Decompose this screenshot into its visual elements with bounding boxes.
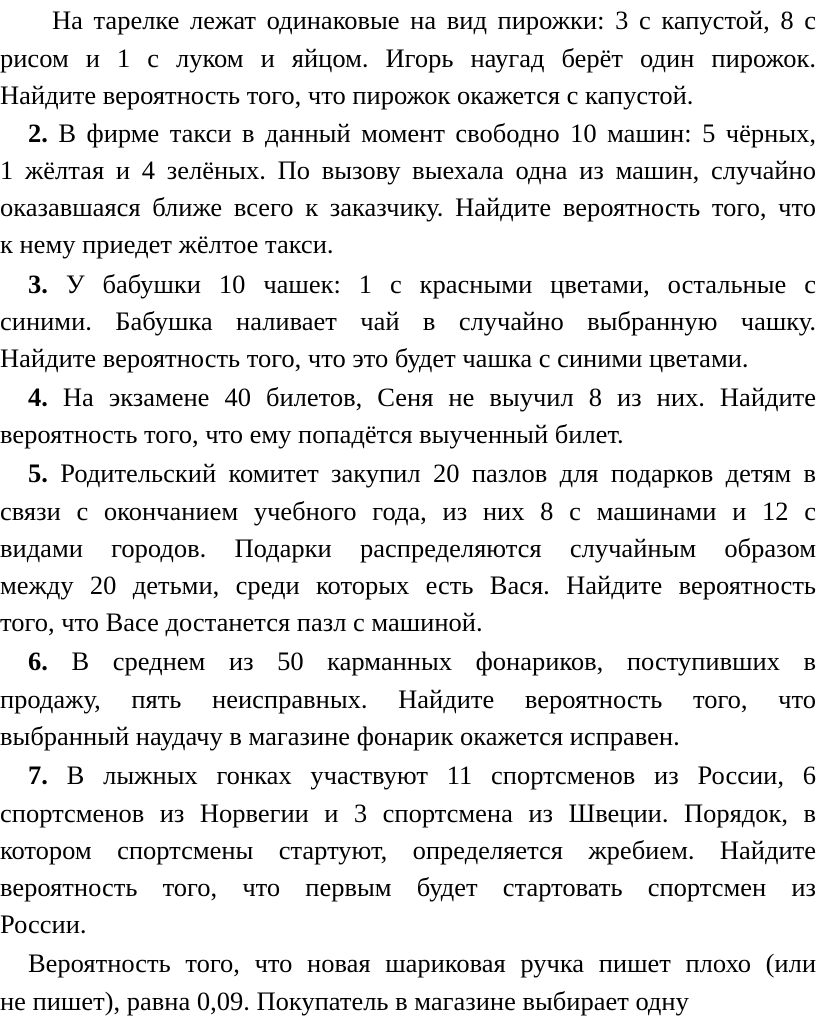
problem-7-line-2-text: спортсменов из Норвегии и 3 спортсмена из Швеции. Порядок, в	[0, 798, 816, 828]
problem-1-line-1	[0, 2, 816, 38]
problem-6-line-2	[0, 681, 816, 717]
problem-4-line-1	[0, 379, 816, 415]
problem-5-line-1-text: Родительский комитет закупил 20 пазлов для подарков детям в	[60, 458, 816, 488]
problem-7-number: 7.	[28, 760, 48, 790]
problem-3-line-1-text: У бабушки 10 чашек: 1 с красными цветами, остальные с	[65, 269, 816, 299]
problem-7-line-1-text: В лыжных гонках участвуют 11 спортсменов из России, 6	[66, 760, 816, 790]
problem-7-line-3-text: котором спортсмены стартуют, определяется жребием. Найдите	[0, 835, 816, 865]
problem-2-line-4	[0, 226, 816, 262]
problem-5-line-5-text: того, что Васе достанется пазл с машиной.	[0, 607, 483, 637]
problem-2-line-1-text: В фирме такси в данный момент свободно 10 машин: 5 чёрных,	[58, 118, 816, 148]
problem-5-line-4-text: между 20 детьми, среди которых есть Вася. Найдите вероятность	[0, 570, 816, 600]
problem-5-line-5	[0, 604, 816, 640]
problem-8-line-2-text: не пишет), равна 0,09. Покупатель в магазине выбирает одну	[0, 986, 689, 1016]
problem-1-line-3-text: Найдите вероятность того, что пирожок окажется с капустой.	[0, 80, 694, 110]
problem-6-number: 6.	[28, 646, 48, 676]
problem-8-line-2	[0, 983, 816, 1019]
problem-4-number: 4.	[28, 382, 48, 412]
problem-5-line-4	[0, 567, 816, 603]
problem-7-line-4-text: вероятность того, что первым будет стартовать спортсмен из	[0, 872, 816, 902]
problem-3-line-1	[0, 266, 816, 302]
problem-2-line-2	[0, 152, 816, 188]
problem-5-number: 5.	[28, 458, 48, 488]
problem-7-line-3	[0, 832, 816, 868]
problem-2-line-1	[0, 115, 816, 151]
problem-3-line-3-text: Найдите вероятность того, что это будет чашка с синими цветами.	[0, 343, 749, 373]
problem-6-line-1	[0, 643, 816, 679]
problem-4-line-1-text: На экзамене 40 билетов, Сеня не выучил 8 из них. Найдите	[62, 382, 816, 412]
problem-4-line-2	[0, 416, 816, 452]
problem-7-line-2	[0, 795, 816, 831]
problem-1-line-2-text: рисом и 1 с луком и яйцом. Игорь наугад берёт один пирожок.	[0, 43, 816, 73]
problem-6-line-3	[0, 718, 816, 754]
problem-5-line-3	[0, 530, 816, 566]
problem-7-line-5-text: России.	[0, 909, 87, 939]
problem-3-line-2	[0, 303, 816, 339]
problem-4-line-2-text: вероятность того, что ему попадётся выученный билет.	[0, 419, 624, 449]
problem-5-line-1	[0, 455, 816, 491]
problem-6-line-3-text: выбранный наудачу в магазине фонарик окажется исправен.	[0, 721, 680, 751]
problem-5-line-2	[0, 493, 816, 529]
problem-5-line-3-text: видами городов. Подарки распределяются случайным образом	[0, 533, 816, 563]
problem-2-line-4-text: к нему приедет жёлтое такси.	[0, 229, 334, 259]
problem-7-line-4	[0, 869, 816, 905]
problem-6-line-2-text: продажу, пять неисправных. Найдите вероятность того, что	[0, 684, 816, 714]
problem-2-line-3	[0, 189, 816, 225]
problem-3-line-3	[0, 340, 816, 376]
problem-2-number: 2.	[28, 118, 48, 148]
problem-2-line-2-text: 1 жёлтая и 4 зелёных. По вызову выехала одна из машин, случайно	[0, 155, 816, 185]
problem-1-line-2	[0, 40, 816, 76]
problem-6-line-1-text: В среднем из 50 карманных фонариков, поступивших в	[71, 646, 816, 676]
problem-3-line-2-text: синими. Бабушка наливает чай в случайно выбранную чашку.	[0, 306, 816, 336]
problem-1-line-1-text: На тарелке лежат одинаковые на вид пирожки: 3 с капустой, 8 с	[52, 5, 816, 35]
problem-1-line-3	[0, 77, 816, 113]
problem-7-line-5	[0, 906, 816, 942]
problem-5-line-2-text: связи с окончанием учебного года, из них 8 с машинами и 12 с	[0, 496, 816, 526]
problem-7-line-1	[0, 757, 816, 793]
problem-8-line-1	[0, 945, 816, 981]
problem-8-line-1-text: Вероятность того, что новая шариковая ручка пишет плохо (или	[28, 948, 816, 978]
problem-3-number: 3.	[28, 269, 48, 299]
problem-2-line-3-text: оказавшаяся ближе всего к заказчику. Найдите вероятность того, что	[0, 192, 816, 222]
